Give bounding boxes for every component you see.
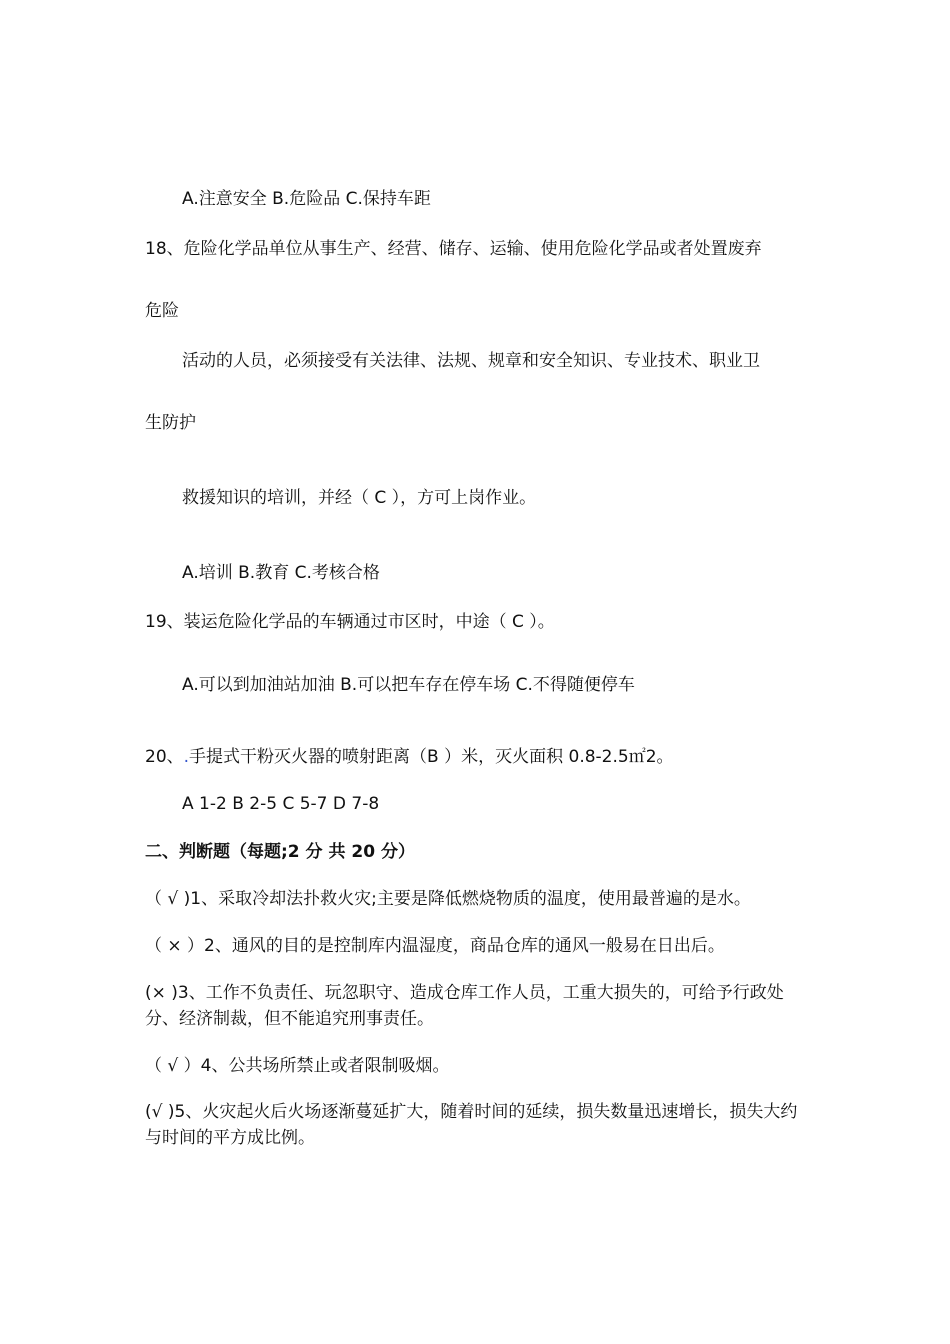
q20-dot: . (183, 747, 190, 767)
q18-stem-line1: 18、危险化学品单位从事生产、经营、储存、运输、使用危险化学品或者处置废弃 (145, 239, 762, 259)
q17-options: A.注意安全 B.危险品 C.保持车距 (182, 189, 431, 209)
q20-number: 20、 (145, 747, 184, 767)
q18-options: A.培训 B.教育 C.考核合格 (182, 563, 380, 583)
q18-stem-line4: 生防护 (145, 413, 196, 433)
judgment-item-4: （ √ ）4、公共场所禁止或者限制吸烟。 (145, 1056, 450, 1076)
q18-stem-line3: 活动的人员，必须接受有关法律、法规、规章和安全知识、专业技术、职业卫 (182, 351, 760, 371)
judgment-item-2: （ × ）2、通风的目的是控制库内温湿度，商品仓库的通风一般易在日出后。 (145, 936, 725, 956)
q19-stem: 19、装运危险化学品的车辆通过市区时，中途（ C ）。 (145, 612, 555, 632)
q19-options: A.可以到加油站加油 B.可以把车存在停车场 C.不得随便停车 (182, 675, 635, 695)
judgment-item-3: (× )3、工作不负责任、玩忽职守、造成仓库工作人员，工重大损失的，可给予行政处分、经济制裁，但不能追究刑事责任。 (145, 983, 784, 1029)
judgment-item-1: （ √ )1、采取冷却法扑救火灾;主要是降低燃烧物质的温度，使用最普遍的是水。 (145, 889, 751, 909)
q18-stem-line5: 救援知识的培训，并经（ C ），方可上岗作业。 (182, 488, 537, 508)
q20-stem-row (145, 743, 810, 771)
judgment-item-5: (√ )5、火灾起火后火场逐渐蔓延扩大，随着时间的延续，损失数量迅速增长，损失大约与时间的平方成比例。 (145, 1102, 798, 1148)
q18-stem-line2: 危险 (145, 301, 179, 321)
section2-heading: 二、判断题（每题;2 分 共 20 分） (145, 842, 415, 862)
q20-stem: 手提式干粉灭火器的喷射距离（B ）米，灭火面积 0.8-2.5㎡2。 (189, 747, 674, 767)
q20-options: A 1-2 B 2-5 C 5-7 D 7-8 (182, 794, 380, 814)
